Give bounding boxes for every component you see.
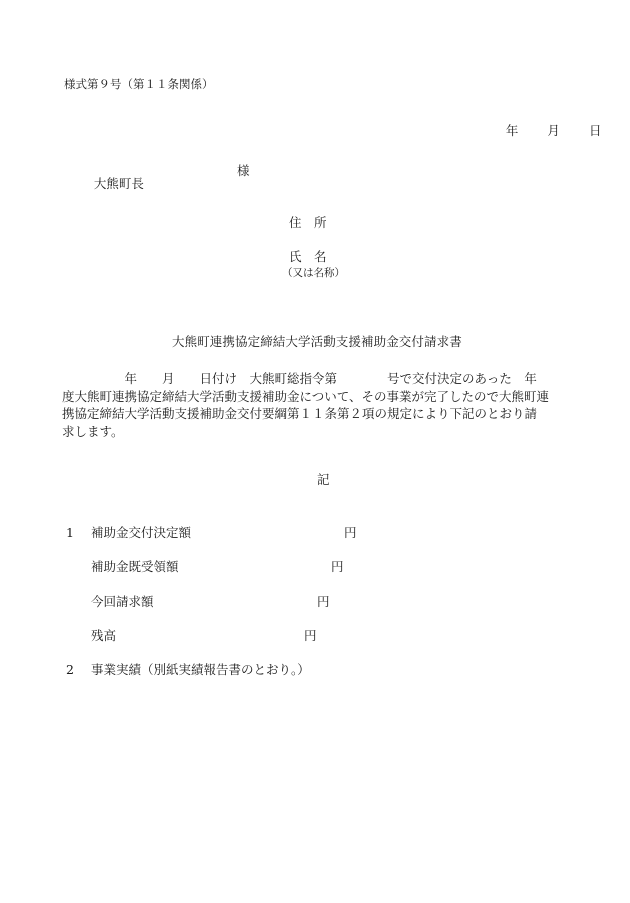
item-label: 事業実績（別紙実績報告書のとおり。） (91, 662, 310, 677)
item-number: 2 (66, 662, 74, 677)
address-label: 住 所 (289, 215, 327, 230)
body-line: 度大熊町連携協定締結大学活動支援補助金について、その事業が完了したので大熊町連 (62, 388, 550, 404)
item-label: 補助金既受領額 (91, 559, 179, 574)
form-number: 様式第９号（第１１条関係） (64, 77, 214, 91)
body-line: 求します。 (62, 423, 124, 439)
item-label: 残高 (91, 628, 117, 643)
body-paragraph (62, 370, 582, 440)
name-note: （又は名称） (282, 267, 345, 279)
item-unit: 円 (331, 559, 344, 574)
ki-heading: 記 (317, 472, 330, 487)
body-line: 携協定締結大学活動支援補助金交付要綱第１１条第２項の規定により下記のとおり請 (62, 406, 538, 421)
addressee-honorific: 様 (237, 163, 250, 178)
item-project-results (66, 662, 310, 714)
item-number: 1 (66, 525, 74, 540)
addressee-name: 大熊町長 (93, 175, 144, 191)
item-unit: 円 (304, 628, 317, 643)
item-unit: 円 (344, 525, 357, 540)
body-line: 年 月 日付け 大熊町総指令第 号で交付決定のあった 年 (62, 371, 537, 386)
day-label: 日 (588, 122, 602, 138)
addressee (78, 163, 250, 215)
month-label: 月 (547, 122, 560, 138)
date-line (490, 112, 601, 150)
item-unit: 円 (317, 594, 330, 609)
item-label: 補助金交付決定額 (91, 525, 192, 540)
item-label: 今回請求額 (91, 594, 154, 609)
name-label: 氏 名 (289, 249, 327, 264)
document-title: 大熊町連携協定締結大学活動支援補助金交付請求書 (172, 334, 462, 349)
year-label: 年 (505, 122, 519, 138)
